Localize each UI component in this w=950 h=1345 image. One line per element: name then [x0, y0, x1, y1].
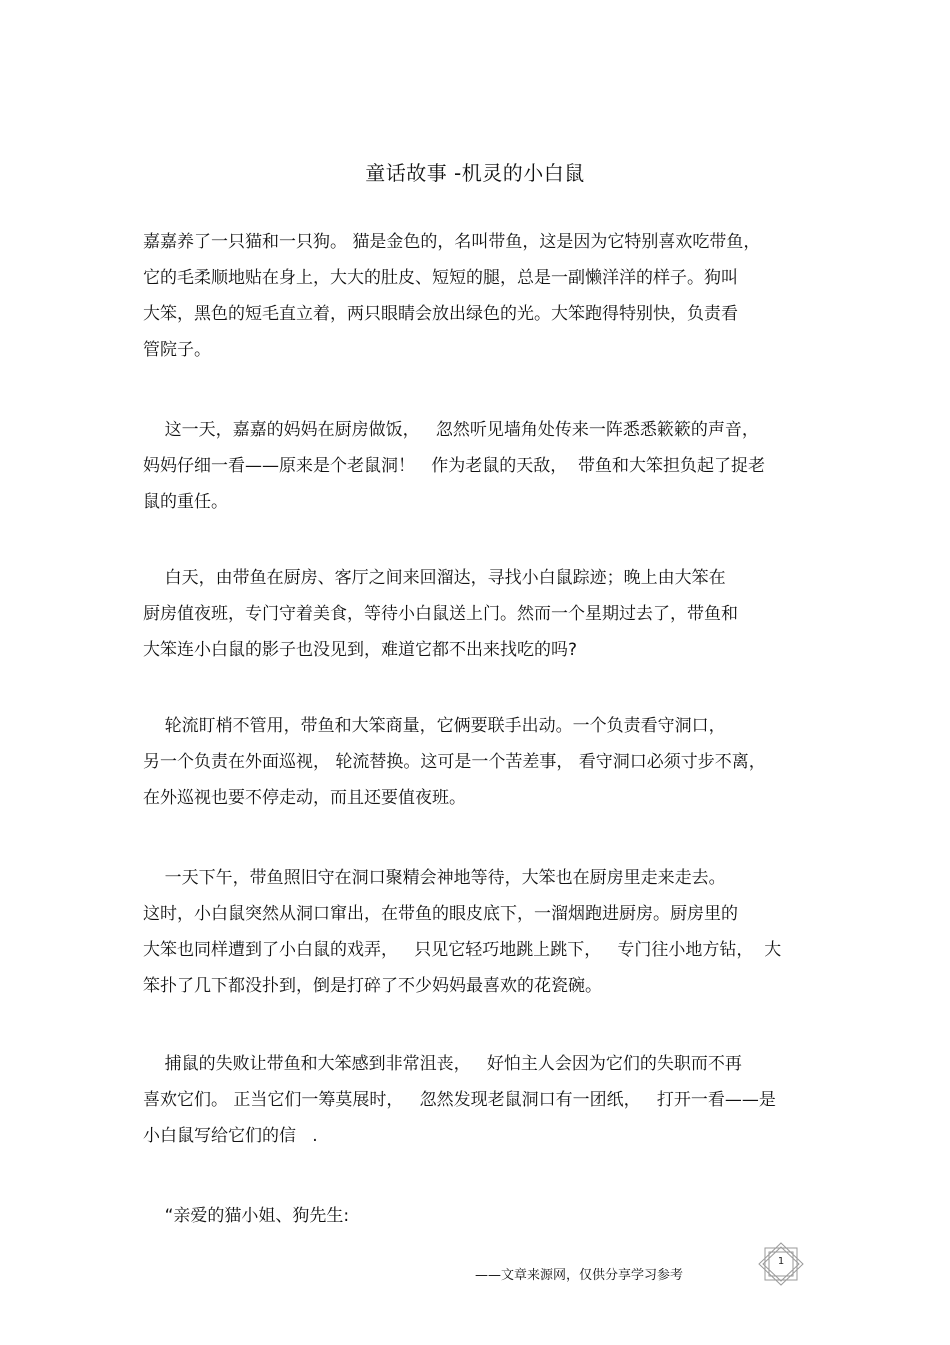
- page-title: 童话故事 -机灵的小白鼠: [365, 161, 585, 185]
- paragraph-line: 大笨，黑色的短毛直立着，两只眼睛会放出绿色的光。大笨跑得特别快，负责看: [143, 304, 738, 324]
- paragraph-line: 在外巡视也要不停走动，而且还要值夜班。: [143, 788, 466, 808]
- page-number: 1: [777, 1256, 785, 1267]
- paragraph-line: 大笨也同样遭到了小白鼠的戏弄， 只见它轻巧地跳上跳下， 专门往小地方钻， 大: [143, 940, 782, 960]
- paragraph-line: 管院子。: [143, 340, 211, 360]
- paragraph-line: 一天下午，带鱼照旧守在洞口聚精会神地等待，大笨也在厨房里走来走去。: [143, 868, 726, 888]
- paragraph-line: 妈妈仔细一看——原来是个老鼠洞！ 作为老鼠的天敌， 带鱼和大笨担负起了捉老: [143, 456, 766, 476]
- page-number-badge: [756, 1242, 806, 1286]
- paragraph-line: 大笨连小白鼠的影子也没见到，难道它都不出来找吃的吗?: [143, 640, 578, 660]
- paragraph-line: 白天，由带鱼在厨房、客厅之间来回溜达，寻找小白鼠踪迹；晚上由大笨在: [143, 568, 726, 588]
- paragraph-line: 厨房值夜班，专门守着美食，等待小白鼠送上门。然而一个星期过去了，带鱼和: [143, 604, 738, 624]
- paragraph-line: 另一个负责在外面巡视， 轮流替换。这可是一个苦差事， 看守洞口必须寸步不离，: [143, 752, 766, 772]
- paragraph-line: 鼠的重任。: [143, 492, 228, 512]
- paragraph-line: 小白鼠写给它们的信 .: [143, 1126, 318, 1146]
- paragraph-line: 嘉嘉养了一只猫和一只狗。 猫是金色的，名叫带鱼，这是因为它特别喜欢吃带鱼，: [143, 232, 761, 252]
- paragraph-line: 它的毛柔顺地贴在身上，大大的肚皮、短短的腿，总是一副懒洋洋的样子。狗叫: [143, 268, 738, 288]
- paragraph-line: 这一天，嘉嘉的妈妈在厨房做饭， 忽然听见墙角处传来一阵悉悉簌簌的声音，: [143, 420, 759, 440]
- paragraph-line: “亲爱的猫小姐、狗先生:: [143, 1206, 350, 1226]
- paragraph-line: 捕鼠的失败让带鱼和大笨感到非常沮丧， 好怕主人会因为它们的失职而不再: [143, 1054, 742, 1074]
- source-note: ——文章来源网，仅供分享学习参考: [475, 1268, 684, 1283]
- paragraph-line: 喜欢它们。 正当它们一筹莫展时， 忽然发现老鼠洞口有一团纸， 打开一看——是: [143, 1090, 776, 1110]
- paragraph-line: 笨扑了几下都没扑到，倒是打碎了不少妈妈最喜欢的花瓷碗。: [143, 976, 602, 996]
- paragraph-line: 这时，小白鼠突然从洞口窜出，在带鱼的眼皮底下，一溜烟跑进厨房。厨房里的: [143, 904, 738, 924]
- paragraph-line: 轮流盯梢不管用，带鱼和大笨商量，它俩要联手出动。一个负责看守洞口，: [143, 716, 726, 736]
